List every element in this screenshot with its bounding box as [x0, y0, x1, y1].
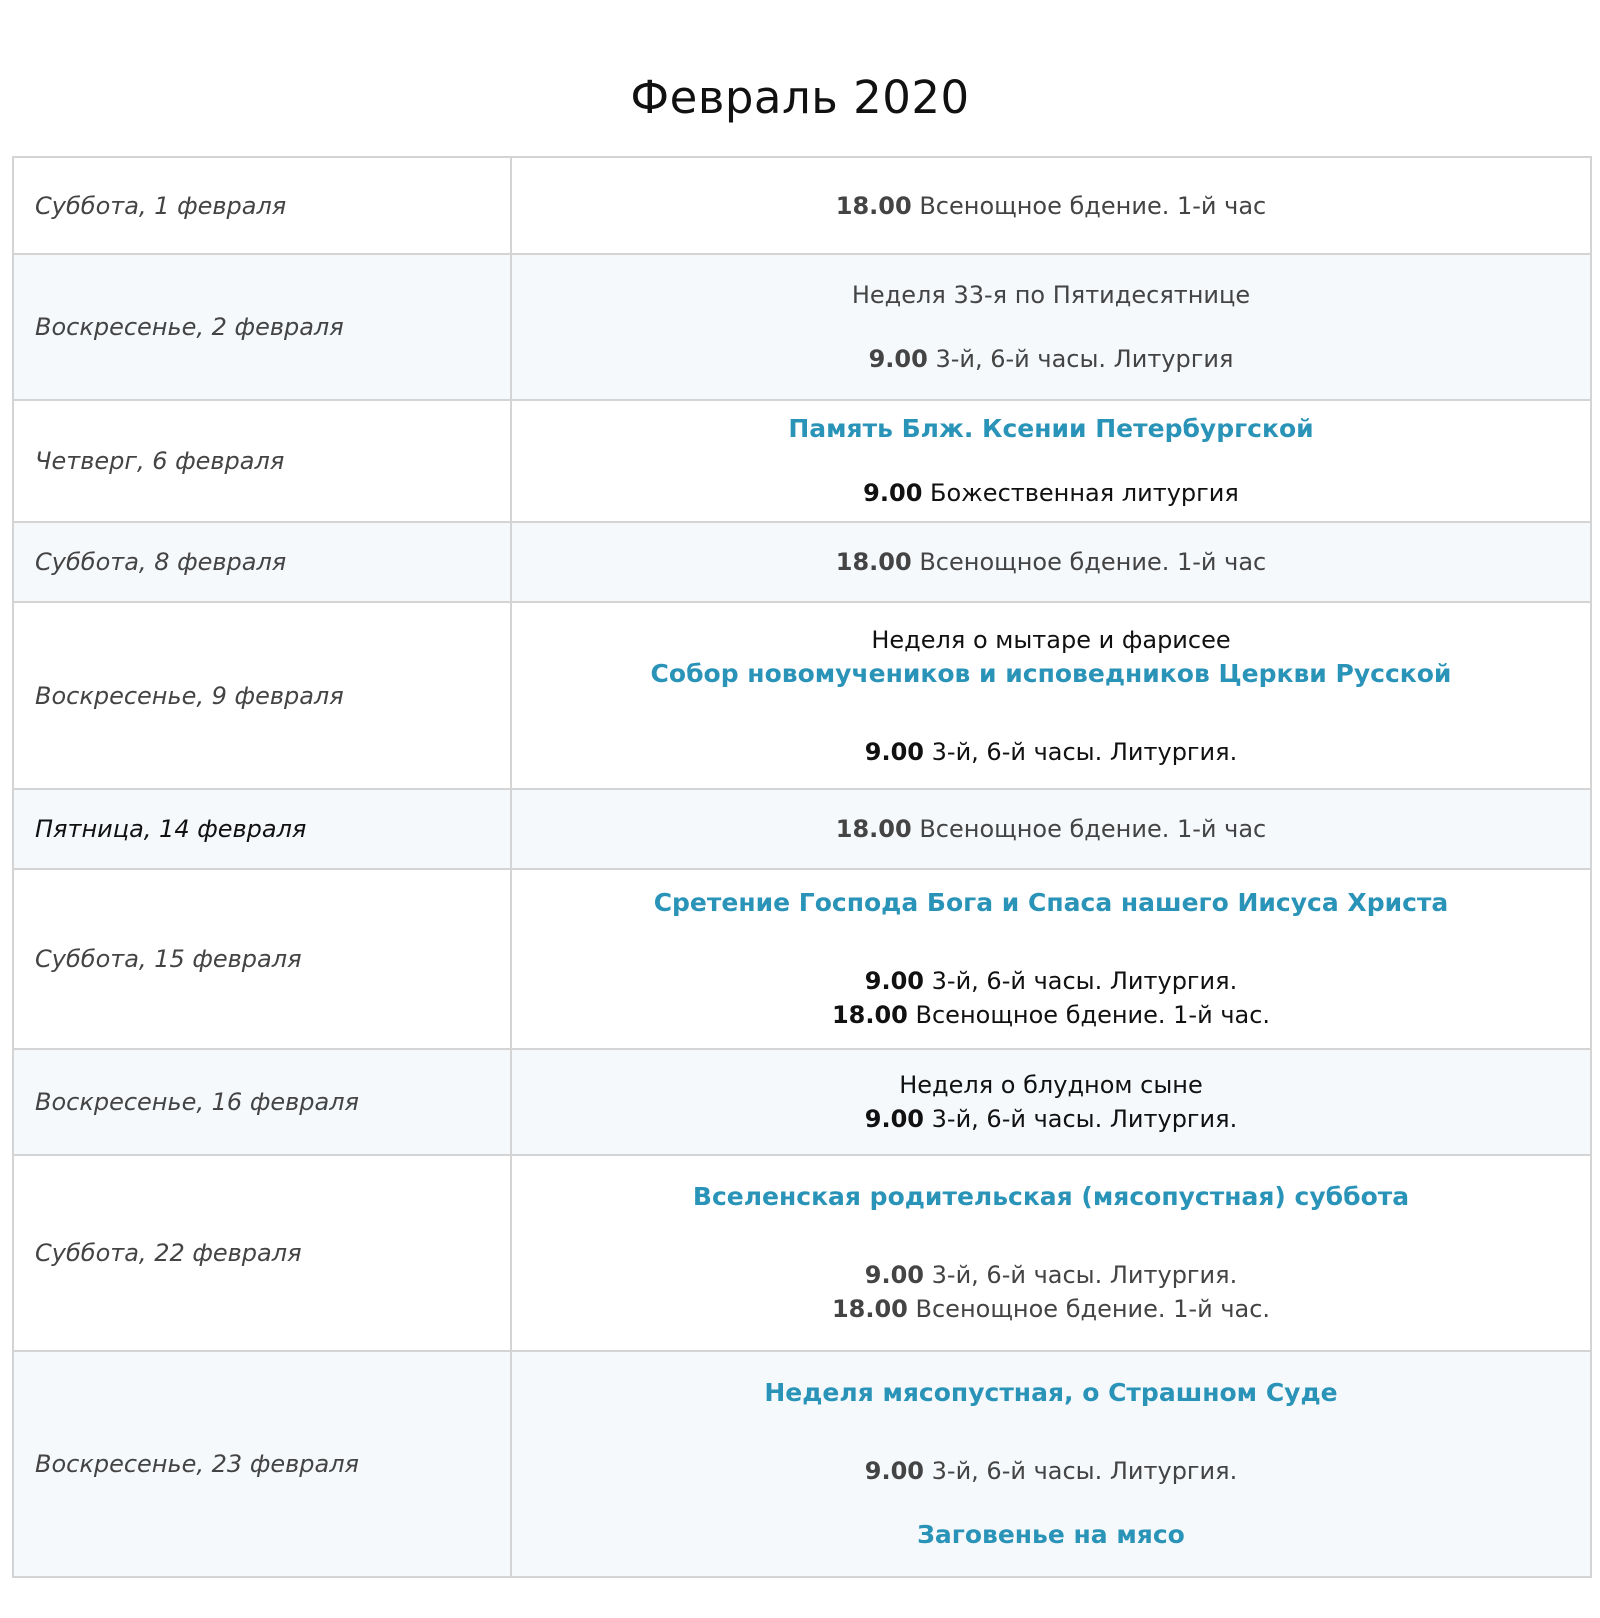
table-row	[13, 1155, 1591, 1351]
row-services	[511, 869, 1591, 1049]
feast-title: Вселенская родительская (мясопустная) суббота	[692, 1182, 1410, 1211]
day-note: Неделя о блудном сыне	[899, 1071, 1203, 1099]
service-time: 18.00	[835, 191, 912, 220]
row-services	[511, 157, 1591, 254]
row-date: Четверг, 6 февраля	[13, 400, 511, 522]
service-text: 3-й, 6-й часы. Литургия.	[931, 737, 1238, 766]
service-line	[512, 476, 1590, 510]
spacer	[512, 446, 1590, 476]
row-date: Воскресенье, 16 февраля	[13, 1049, 511, 1155]
day-note: Неделя 33-я по Пятидесятнице	[851, 281, 1251, 309]
service-time: 9.00	[863, 479, 923, 507]
feast-title: Неделя мясопустная, о Страшном Суде	[764, 1378, 1338, 1407]
row-services	[511, 602, 1591, 789]
service-text: Всенощное бдение. 1-й час	[919, 191, 1267, 220]
row-services	[511, 789, 1591, 869]
service-line	[512, 545, 1590, 579]
row-services	[511, 1049, 1591, 1155]
table-row	[13, 1049, 1591, 1155]
service-text: Всенощное бдение. 1-й час.	[915, 1001, 1271, 1029]
service-line	[512, 964, 1590, 998]
service-time: 9.00	[864, 1261, 924, 1289]
service-time: 9.00	[868, 345, 928, 373]
service-line	[512, 812, 1590, 846]
spacer	[512, 691, 1590, 735]
spacer	[512, 920, 1590, 964]
row-date: Суббота, 22 февраля	[13, 1155, 511, 1351]
row-services	[511, 522, 1591, 602]
row-services	[511, 1155, 1591, 1351]
row-date: Воскресенье, 2 февраля	[13, 254, 511, 400]
table-row	[13, 1351, 1591, 1577]
service-text: Всенощное бдение. 1-й час	[919, 815, 1267, 843]
row-date: Суббота, 15 февраля	[13, 869, 511, 1049]
service-time: 18.00	[831, 1001, 908, 1029]
service-line	[512, 1258, 1590, 1292]
service-text: Всенощное бдение. 1-й час.	[915, 1295, 1271, 1323]
service-time: 9.00	[864, 1105, 924, 1133]
table-row	[13, 789, 1591, 869]
row-date: Суббота, 8 февраля	[13, 522, 511, 602]
service-line	[512, 189, 1590, 223]
row-date: Воскресенье, 9 февраля	[13, 602, 511, 789]
row-services	[511, 254, 1591, 400]
table-row	[13, 602, 1591, 789]
table-row	[13, 400, 1591, 522]
service-text: 3-й, 6-й часы. Литургия.	[931, 1457, 1238, 1485]
table-row	[13, 157, 1591, 254]
service-line	[512, 998, 1590, 1032]
spacer	[512, 1410, 1590, 1454]
service-text: 3-й, 6-й часы. Литургия.	[931, 1105, 1238, 1133]
service-time: 18.00	[831, 1295, 908, 1323]
service-time: 18.00	[835, 815, 912, 843]
service-text: Божественная литургия	[930, 479, 1239, 507]
service-text: 3-й, 6-й часы. Литургия	[935, 345, 1234, 373]
service-text: 3-й, 6-й часы. Литургия.	[931, 967, 1238, 995]
service-text: 3-й, 6-й часы. Литургия.	[931, 1261, 1238, 1289]
row-date: Суббота, 1 февраля	[13, 157, 511, 254]
row-services	[511, 400, 1591, 522]
footer-note: Заговенье на мясо	[917, 1520, 1185, 1549]
service-time: 9.00	[864, 737, 924, 766]
spacer	[512, 1488, 1590, 1518]
table-row	[13, 254, 1591, 400]
row-date: Воскресенье, 23 февраля	[13, 1351, 511, 1577]
service-text: Всенощное бдение. 1-й час	[919, 548, 1267, 576]
page-title: Февраль 2020	[630, 71, 970, 124]
service-time: 9.00	[864, 1457, 924, 1485]
service-time: 18.00	[835, 548, 912, 576]
row-date: Пятница, 14 февраля	[13, 789, 511, 869]
spacer	[512, 312, 1590, 342]
schedule-table	[12, 156, 1592, 1578]
service-line	[512, 1454, 1590, 1488]
table-row	[13, 869, 1591, 1049]
service-line	[512, 1292, 1590, 1326]
spacer	[512, 1214, 1590, 1258]
table-row	[13, 522, 1591, 602]
day-note: Неделя о мытаре и фарисее	[871, 625, 1231, 654]
service-line	[512, 735, 1590, 769]
service-line	[512, 342, 1590, 376]
feast-title: Сретение Господа Бога и Спаса нашего Иисуса Христа	[653, 888, 1449, 917]
feast-title: Собор новомучеников и исповедников Церкви Русской	[650, 658, 1452, 688]
service-line	[512, 1102, 1590, 1136]
row-services	[511, 1351, 1591, 1577]
feast-title: Память Блж. Ксении Петербургской	[788, 414, 1314, 443]
service-time: 9.00	[864, 967, 924, 995]
